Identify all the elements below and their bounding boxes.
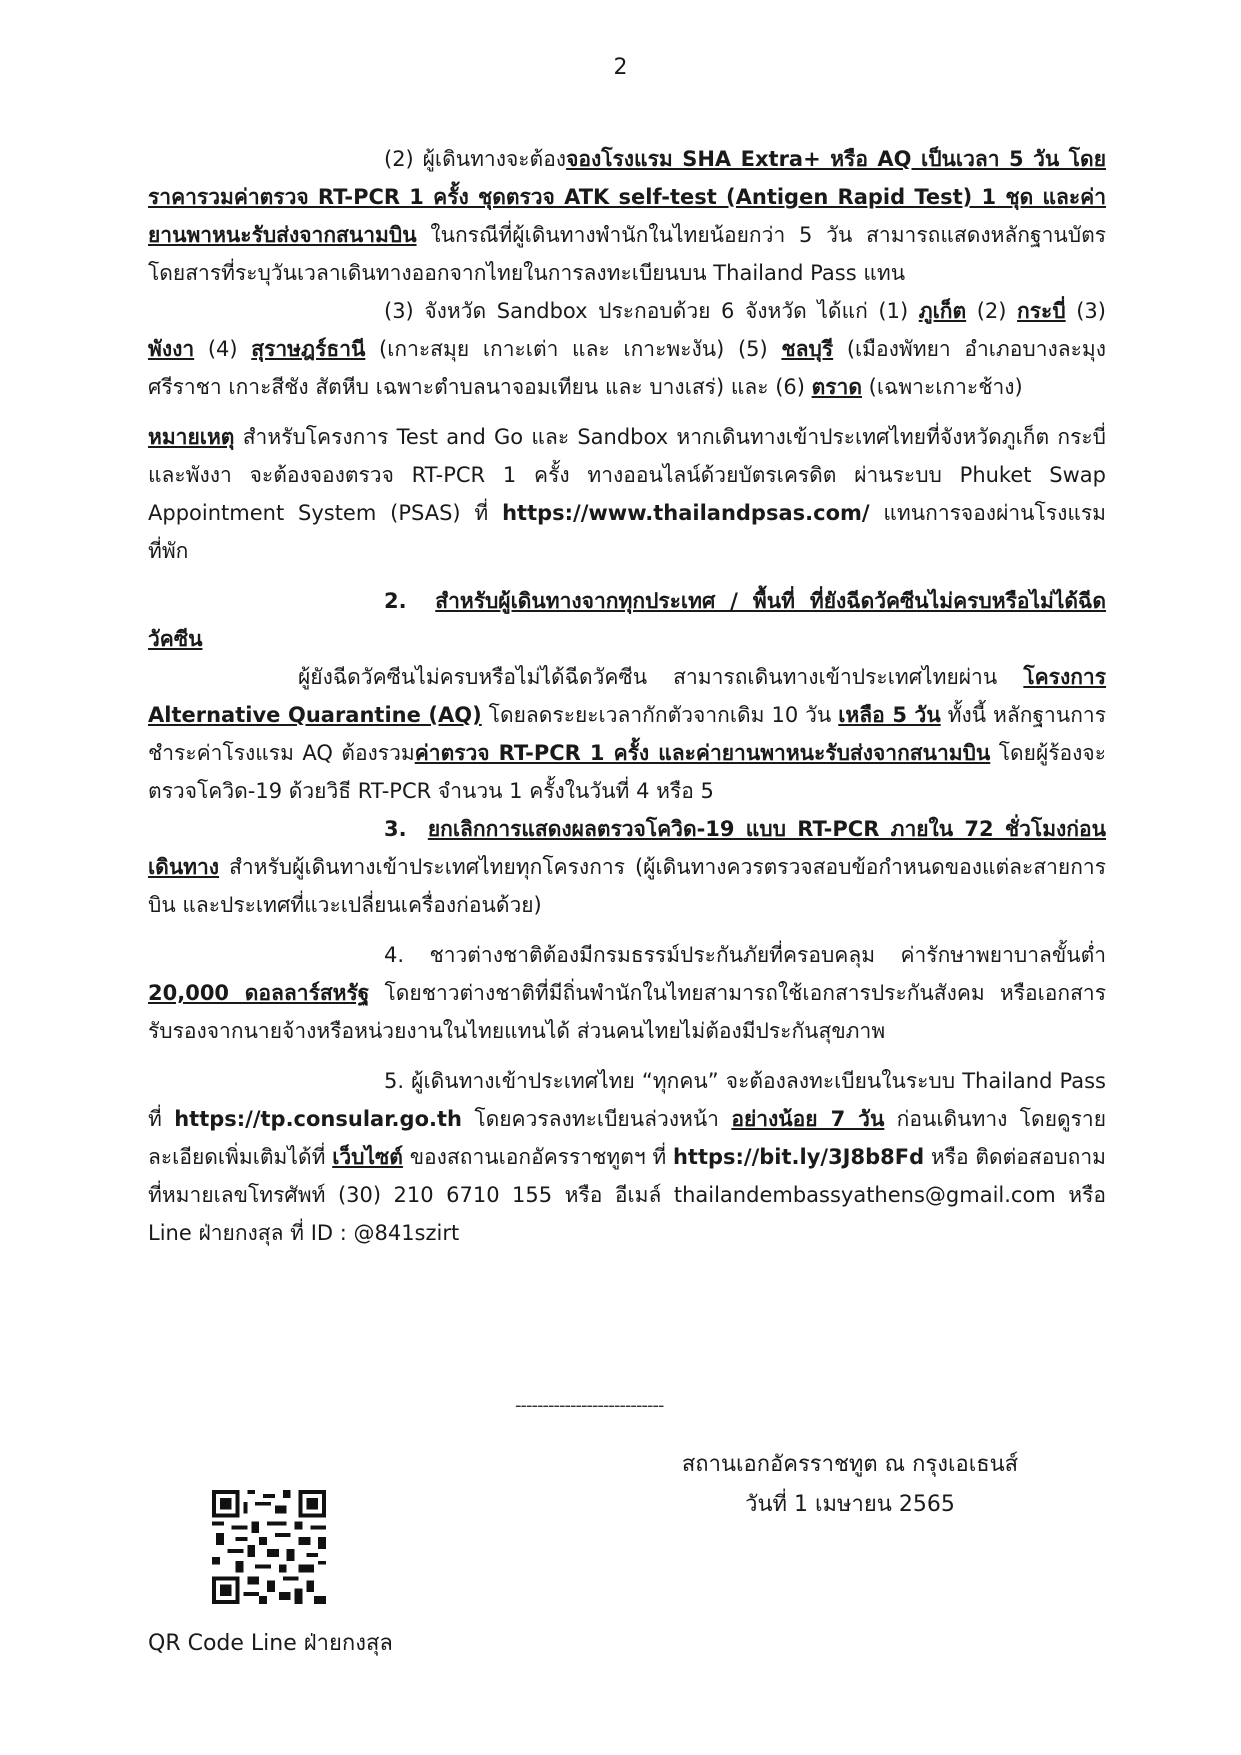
bitly-link[interactable]: https://bit.ly/3J8b8Fd bbox=[672, 1145, 925, 1169]
aq-program: โครงการ Alternative Quarantine (AQ) bbox=[148, 665, 1106, 727]
page-number: 2 bbox=[613, 55, 628, 80]
section-5-paragraph bbox=[148, 1062, 1106, 1252]
province-krabi: กระบี่ bbox=[1017, 299, 1066, 323]
item-2-text-cont: ในกรณีที่ผู้เดินทางพำนักในไทยน้อยกว่า 5 วัน สามารถแสดงหลักฐานบัตรโดยสารที่ระบุวันเวลาเดินทางออกจากไทยในการลงทะเบียนบน Thailand Pass แทน bbox=[148, 223, 1106, 285]
province-phuket: ภูเก็ต bbox=[918, 299, 967, 323]
section-3-number: 3. bbox=[384, 817, 407, 841]
section-2-paragraph bbox=[148, 658, 1106, 810]
section-2-title: สำหรับผู้เดินทางจากทุกประเทศ / พื้นที่ ที่ยังฉีดวัคซีนไม่ครบหรือไม่ได้ฉีดวัคซีน bbox=[148, 589, 1107, 651]
item-3-text: (เกาะสมุย เกาะเต่า และ เกาะพะงัน) (5) bbox=[365, 337, 782, 361]
province-phangnga: พังงา bbox=[148, 337, 195, 361]
section-2-text: ทั้งนี้ หลักฐานการชำระค่าโรงแรม AQ ต้องรวม bbox=[148, 703, 1106, 765]
item-3-text: (3) bbox=[1065, 299, 1106, 323]
item-2-emphasis: จองโรงแรม SHA Extra+ หรือ AQ เป็นเวลา 5 วัน โดยราคารวมค่าตรวจ RT-PCR 1 ครั้ง ชุดตรวจ ATK self-test (Antigen Rapid Test) 1 ชุด และค่ายานพาหนะรับส่งจากสนามบิน bbox=[148, 147, 1106, 247]
qr-caption: QR Code Line ฝ่ายกงสุล bbox=[148, 1631, 393, 1656]
section-2-text: โดยผู้ร้องจะตรวจโควิด-19 ด้วยวิธี RT-PCR จำนวน 1 ครั้งในวันที่ 4 หรือ 5 bbox=[148, 741, 1106, 803]
province-surat-thani: สุราษฎร์ธานี bbox=[251, 337, 366, 361]
item-3-text: (3) จังหวัด Sandbox ประกอบด้วย 6 จังหวัด ได้แก่ (1) bbox=[384, 299, 919, 323]
section-5-text: โดยควรลงทะเบียนล่วงหน้า bbox=[461, 1107, 732, 1131]
section-3-title: ยกเลิกการแสดงผลตรวจโควิด-19 แบบ RT-PCR ภายใน 72 ชั่วโมงก่อนเดินทาง bbox=[148, 817, 1106, 879]
seven-days: อย่างน้อย 7 วัน bbox=[731, 1107, 885, 1131]
rt-pcr-transport: ค่าตรวจ RT-PCR 1 ครั้ง และค่ายานพาหนะรับส่งจากสนามบิน bbox=[414, 741, 991, 765]
section-4-text: 4. ชาวต่างชาติต้องมีกรมธรรม์ประกันภัยที่ครอบคลุม ค่ารักษาพยาบาลขั้นต่ำ bbox=[384, 943, 1106, 967]
section-3-paragraph bbox=[148, 810, 1106, 924]
note-text-cont: แทนการจองผ่านโรงแรมที่พัก bbox=[148, 501, 1106, 563]
item-2-paragraph bbox=[148, 140, 1106, 292]
section-2-number: 2. bbox=[384, 589, 407, 613]
insurance-amount: 20,000 ดอลลาร์สหรัฐ bbox=[148, 981, 370, 1005]
section-4-paragraph bbox=[148, 936, 1106, 1050]
section-4-text: โดยชาวต่างชาติที่มีถิ่นพำนักในไทยสามารถใช้เอกสารประกันสังคม หรือเอกสารรับรองจากนายจ้างหรือหน่วยงานในไทยแทนได้ ส่วนคนไทยไม่ต้องมีประกันสุขภาพ bbox=[148, 981, 1106, 1043]
divider: --------------------------- bbox=[515, 1395, 664, 1416]
qr-code[interactable] bbox=[212, 1490, 326, 1604]
item-3-paragraph bbox=[148, 292, 1106, 406]
section-3-text: สำหรับผู้เดินทางเข้าประเทศไทยทุกโครงการ (ผู้เดินทางควรตรวจสอบข้อกำหนดของแต่ละสายการบิน และประเทศที่แวะเปลี่ยนเครื่องก่อนด้วย) bbox=[148, 855, 1106, 917]
five-days: เหลือ 5 วัน bbox=[838, 703, 941, 727]
item-3-text: (เฉพาะเกาะช้าง) bbox=[861, 375, 1023, 399]
section-2-text: ผู้ยังฉีดวัคซีนไม่ครบหรือไม่ได้ฉีดวัคซีน สามารถเดินทางเข้าประเทศไทยผ่าน bbox=[298, 665, 1024, 689]
section-5-text: หรือ ติดต่อสอบถามที่หมายเลขโทรศัพท์ (30) 210 6710 155 หรือ อีเมล์ thailandembassyathens@gmail.com หรือ Line ฝ่ายกงสุล ที่ ID : @841szirt bbox=[148, 1145, 1106, 1245]
section-5-text: ของสถานเอกอัครราชทูตฯ ที่ bbox=[402, 1145, 673, 1169]
item-2-text: (2) ผู้เดินทางจะต้อง bbox=[384, 147, 567, 171]
thailand-pass-link[interactable]: https://tp.consular.go.th bbox=[174, 1107, 462, 1131]
signature-block bbox=[650, 1445, 1050, 1525]
note-paragraph bbox=[148, 418, 1106, 570]
issue-date: วันที่ 1 เมษายน 2565 bbox=[745, 1492, 955, 1517]
item-3-text: (4) bbox=[194, 337, 252, 361]
province-chonburi: ชลบุรี bbox=[781, 337, 834, 361]
note-label: หมายเหตุ bbox=[148, 425, 235, 449]
website-link[interactable]: เว็บไซต์ bbox=[332, 1145, 403, 1169]
section-5-text: ก่อนเดินทาง โดยดูรายละเอียดเพิ่มเติมได้ที่ bbox=[148, 1107, 1107, 1169]
item-3-text: (2) bbox=[966, 299, 1018, 323]
document-body bbox=[148, 140, 1106, 1252]
section-5-text: 5. ผู้เดินทางเข้าประเทศไทย “ทุกคน” จะต้องลงทะเบียนในระบบ Thailand Pass ที่ bbox=[148, 1069, 1106, 1131]
embassy-name: สถานเอกอัครราชทูต ณ กรุงเอเธนส์ bbox=[681, 1452, 1019, 1477]
section-2-text: โดยลดระยะเวลากักตัวจากเดิม 10 วัน bbox=[481, 703, 839, 727]
item-3-text: (เมืองพัทยา อำเภอบางละมุง ศรีราชา เกาะสีชัง สัตหีบ เฉพาะตำบลนาจอมเทียน และ บางเสร่) และ (6) bbox=[148, 337, 1107, 399]
section-2-heading bbox=[148, 582, 1106, 658]
note-text: สำหรับโครงการ Test and Go และ Sandbox หากเดินทางเข้าประเทศไทยที่จังหวัดภูเก็ต กระบี่ และพังงา จะต้องจองตรวจ RT-PCR 1 ครั้ง ทางออนไลน์ด้วยบัตรเครดิต ผ่านระบบ Phuket Swap Appointment System (PSAS) ที่ bbox=[148, 425, 1106, 525]
province-trat: ตราด bbox=[811, 375, 862, 399]
psas-link[interactable]: https://www.thailandpsas.com/ bbox=[502, 501, 870, 525]
